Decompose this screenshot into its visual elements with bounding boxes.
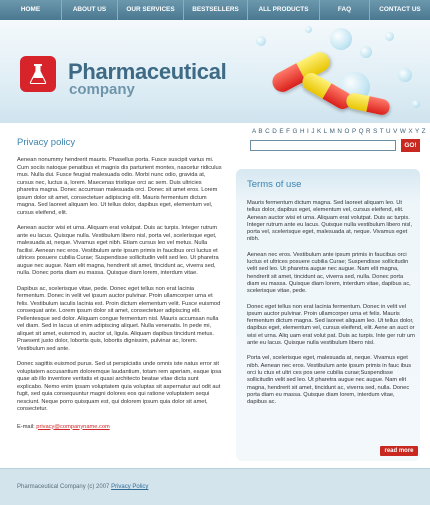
logo-box[interactable]	[20, 56, 56, 92]
read-more-button[interactable]: read more	[380, 446, 418, 456]
logo-title[interactable]: Pharmaceutical	[68, 59, 227, 84]
email-label: E-mail:	[17, 423, 35, 430]
privacy-section	[17, 137, 222, 431]
nav-item-bestsellers[interactable]: BESTSELLERS	[184, 0, 248, 20]
terms-title: Terms of use	[247, 179, 302, 190]
nav-item-our-services[interactable]: OUR SERVICES	[118, 0, 184, 20]
privacy-paragraph: Aenean auctor wisi et urna. Aliquam erat volutpat. Duis ac turpis. Integer rutrum ante eu lacus. Quisque nulla. Vestibulum libero nisl, porta vel, scelerisque eget, malesuada at, neque. Vivamus eget nibh. Etiam cursus leo vel metus. Nulla facilisi. Aenean nec eros. Vestibulum ante ipsum primis in faucibus orci luctus et ultrices posuere cubilia Curae; Suspendisse sollicitudin velit sed leo. Ut pharetra augue nec augue. Nam elit magna, hendrerit sit amet, tincidunt ac, viverra sed, nulla. Donec porta diam eu massa. Quisque diam lorem, interdum vitae.	[17, 225, 219, 276]
pill-decoration	[345, 92, 391, 117]
nav-item-home[interactable]: HOME	[0, 0, 62, 20]
logo-subtitle[interactable]: company	[69, 81, 135, 98]
bubble-decoration	[412, 100, 420, 108]
nav-item-all-products[interactable]: ALL PRODUCTS	[248, 0, 320, 20]
terms-paragraph: Mauris fermentum dictum magna. Sed laoreet aliquam leo. Ut tellus dolor, dapibus eget, elementum vel, cursus eleifend, elit. Aenean auctor wisi et urna. Aliquam erat volutpat. Duis ac turpis. Integer rutrum ante eu lacus. Quisque nulla vestibulum libero nisl, porta vel, scelerisque eget, malesuada at, neque. Vivamus eget nibh.	[247, 200, 413, 243]
bubble-decoration	[360, 46, 372, 58]
alphabet-index[interactable]: A B C D E F G H I J K L M N O P Q R S T U V W X Y Z	[252, 128, 426, 135]
terms-paragraph: Aenean nec eros. Vestibulum ante ipsum primis in faucibus orci luctus et ultrices posuere cubilia Curae; Suspendisse sollicitudin velit sed leo. Ut pharetra augue nec augue. Nam elit magna, hendrerit sit amet, tincidunt ac, viverra sed, nulla. Donec porta diam eu massa. Quisque diam lorem, interdum vitae, dapibus ac, scelerisque vitae, pede.	[247, 251, 411, 295]
bubble-decoration	[305, 26, 312, 33]
footer	[0, 468, 430, 505]
terms-paragraph: Donec eget tellus non erat lacinia fermentum. Donec in velit vel ipsum auctor pulvinar. Proin ullamcorper urna et felis. Mauris fermentum dictum magna. Sed laoreet aliquam leo. Ut tellus dolor, dapibus eget, elementum vel, cursus eleifend, elit. Aene an auct or wisi et urna. Aliq uam erat volut pat. Duis ac turpis. Inte ger rutr um ante eu lacus. Quisque nulla vestibulum libero nisl.	[247, 303, 415, 347]
bubble-decoration	[385, 32, 394, 41]
footer-copyright: Pharmaceutical Company (c) 2007	[17, 484, 110, 490]
email-line	[17, 424, 222, 432]
flask-icon	[25, 61, 51, 87]
bubble-decoration	[398, 68, 412, 82]
terms-paragraph: Porta vel, scelerisque eget, malesuada at, neque. Vivamus eget nibh. Aenean nec eros. Vestibulum ante ipsum primis in fauc ibus orci lu ctus et ultri ces pos uere cubilia curae;Suspendisse sollicitudin velit sed leo. Ut pharetra augue nec augue. Nam elit magna, hendrerit sit amet, tincidunt ac, viverra sed, nulla. Donec porta diam eu massa. Quisque diam lorem, interdum vitae, dapibus ac.	[247, 355, 412, 406]
privacy-paragraph: Donec sagittis euismod purus. Sed ut perspiciatis unde omnis iste natus error sit voluptatem accusantium doloremque laudantium, totam rem aperiam, eaque ipsa quae ab illo inventore veritatis et quasi architecto beatae vitae dicta sunt explicabo. Nemo enim ipsam voluptatem quia voluptas sit aspernatur aut odit aut fugit, sed quia consequuntur magni dolores eos qui ratione voluptatem sequi nesciunt. Neque porro quisquam est, qui dolorem ipsum quia dolor sit amet, consectetur.	[17, 361, 222, 412]
bubble-decoration	[330, 28, 352, 50]
go-button[interactable]: GO!	[401, 139, 420, 152]
email-link[interactable]: privacy@companyname.com	[36, 423, 110, 430]
nav-item-faq[interactable]: FAQ	[320, 0, 370, 20]
top-nav	[0, 0, 430, 20]
bubble-decoration	[256, 36, 266, 46]
nav-item-contact-us[interactable]: CONTACT US	[379, 6, 421, 13]
header-banner	[0, 20, 430, 123]
terms-content	[247, 179, 415, 406]
nav-item-about-us[interactable]: ABOUT US	[62, 0, 118, 20]
terms-panel	[236, 169, 420, 461]
footer-text	[17, 484, 148, 490]
search-input[interactable]	[250, 140, 396, 151]
privacy-paragraph: Dapibus ac, scelerisque vitae, pede. Donec eget tellus non erat lacinia fermentum. Donec in velit vel ipsum auctor pulvinar. Proin ullamcorper urna et felis. Vestibulum iaculis lacinia est. Proin dictum elementum velit. Fusce euismod consequat ante. Lorem ipsum dolor sit amet, consectetuer adipiscing elit. Pellentesque sed dolor. Aliquam congue fermentum nisl. Mauris accumsan nulla vel diam. Sed in lacus ut enim adipiscing aliquet. Nulla venenatis. In pede mi, aliquet sit amet, euismod in, auctor ut, ligula. Aliquam dapibus tincidunt metus. Praesent justo dolor, lobortis quis, lobortis dignissim, pulvinar ac, lorem. Vestibulum sed ante.	[17, 285, 221, 352]
privacy-title: Privacy policy	[17, 137, 76, 148]
footer-privacy-link[interactable]: Privacy Policy	[111, 484, 149, 490]
privacy-paragraph: Aenean nonummy hendrerit mauris. Phasellus porta. Fusce suscipit varius mi. Cum sociis natoque penatibus et magnis dis parturient montes, nascetur ridiculus mus. Nulla dui. Fusce feugiat malesuada odio. Morbi nunc odio, gravida at, cursus nec, luctus a, lorem. Maecenas tristique orci ac sem. Duis ultricies pharetra magna. Donec accumsan malesuada orci. Donec sit amet eros. Lorem ipsum dolor sit amet, consectetuer adipiscing elit. Mauris fermentum dictum magna. Sed laoreet aliquam leo. Ut tellus dolor, dapibus eget, elementum vel, cursus eleifend, elit.	[17, 157, 222, 216]
